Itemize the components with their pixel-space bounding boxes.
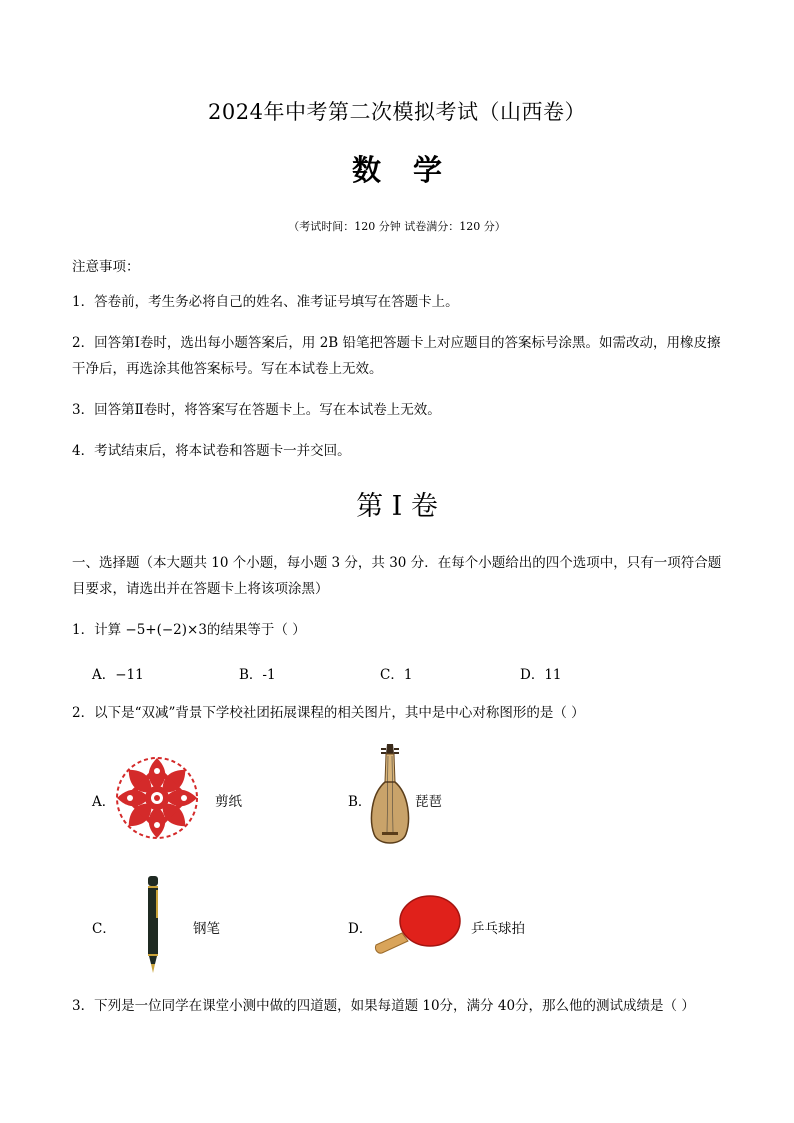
q1-option-d: D．11 [520, 667, 562, 683]
q2-option-d-letter: D． [348, 921, 373, 937]
exam-time-info: （考试时间：120 分钟 试卷满分：120 分） [288, 220, 506, 233]
pipa-icon [368, 742, 412, 852]
q2-option-d-caption: 乒乓球拍 [471, 921, 525, 937]
question-1-stem: 1．计算 −5+(−2)×3的结果等于（ ） [72, 622, 306, 638]
q2-option-b-letter: B． [348, 794, 372, 810]
q2-option-a-letter: A． [92, 794, 116, 810]
section1-intro: 一、选择题（本大题共 10 个小题，每小题 3 分，共 30 分．在每个小题给出的四个选项中，只有一项符合题目要求，请选出并在答题卡上将该项涂黑） [72, 555, 722, 597]
q2-option-a-caption: 剪纸 [215, 794, 242, 810]
note-item-1: 1．答卷前，考生务必将自己的姓名、准考证号填写在答题卡上。 [72, 294, 459, 310]
note-item-2: 2．回答第Ⅰ卷时，选出每小题答案后，用 2B 铅笔把答题卡上对应题目的答案标号涂黑。如需改动，用橡皮擦干净后，再选涂其他答案标号。写在本试卷上无效。 [72, 335, 721, 377]
q1-option-a: A．−11 [92, 667, 144, 683]
question-3-stem: 3．下列是一位同学在课堂小测中做的四道题，如果每道题 10分，满分 40分，那么他的测试成绩是（ ） [72, 998, 695, 1014]
q1-option-b: B．-1 [239, 667, 276, 683]
question-2-stem: 2．以下是“双减”背景下学校社团拓展课程的相关图片，其中是中心对称图形的是（ ） [72, 705, 585, 721]
q2-option-c-letter: C． [92, 921, 116, 937]
subject-title: 数学 [351, 153, 474, 187]
note-item-4: 4．考试结束后，将本试卷和答题卡一并交回。 [72, 443, 351, 459]
paper-cut-icon [114, 755, 200, 841]
exam-title: 2024年中考第二次模拟考试（山西卷） [208, 100, 586, 124]
fountain-pen-icon [143, 874, 163, 974]
q2-option-b-caption: 琵琶 [415, 794, 442, 810]
q1-option-c: C．1 [380, 667, 413, 683]
volume-title: 第 I 卷 [356, 491, 438, 522]
note-item-3: 3．回答第Ⅱ卷时，将答案写在答题卡上。写在本试卷上无效。 [72, 402, 441, 418]
ping-pong-paddle-icon [372, 893, 464, 955]
q2-option-c-caption: 钢笔 [193, 921, 220, 937]
notes-heading: 注意事项： [72, 259, 140, 275]
